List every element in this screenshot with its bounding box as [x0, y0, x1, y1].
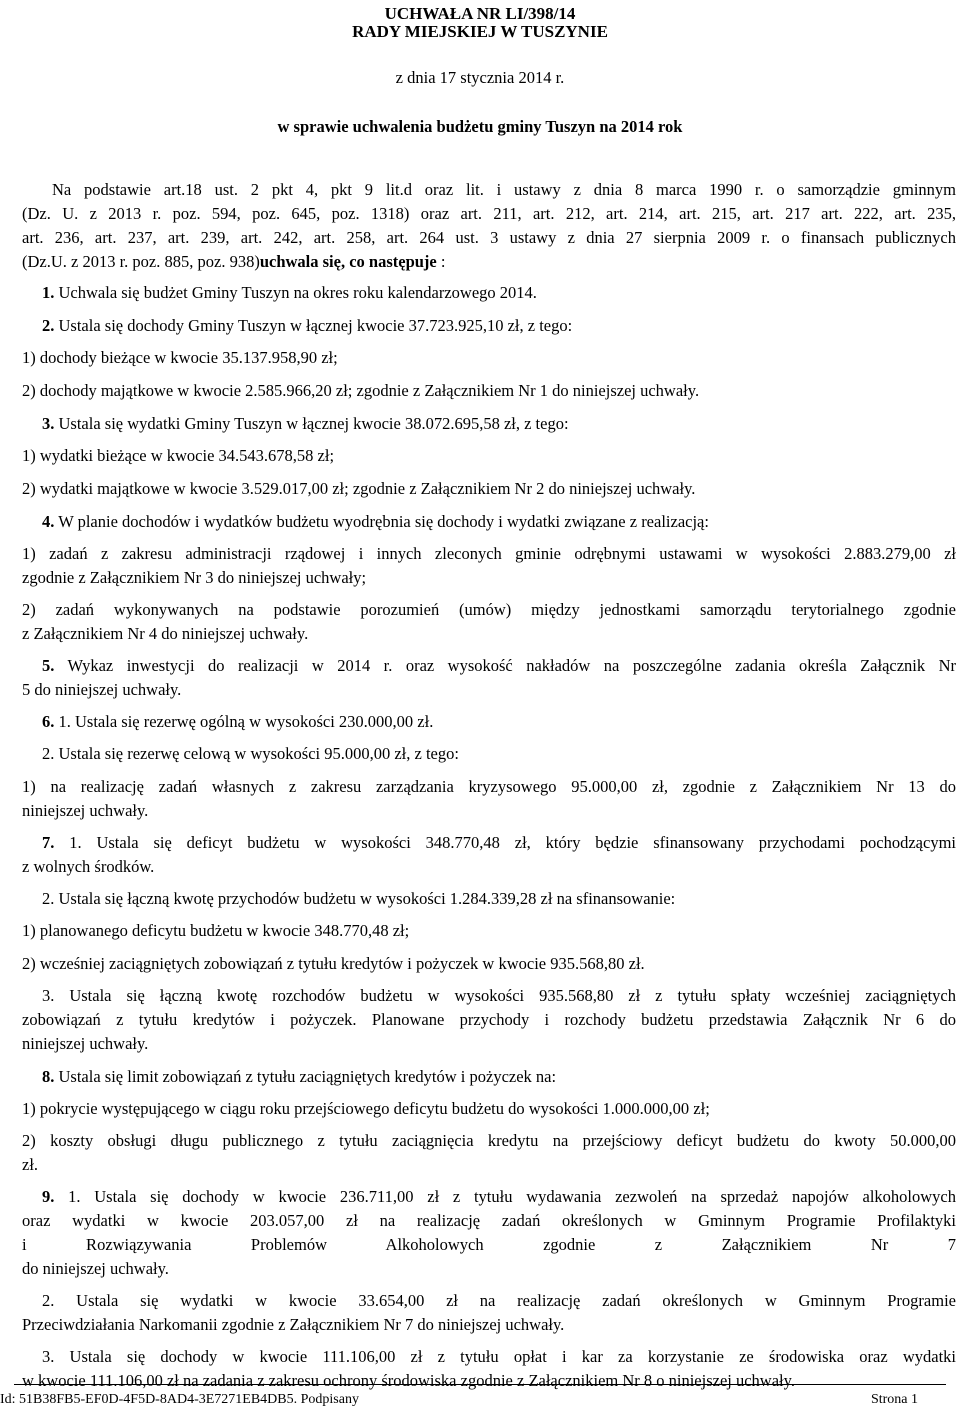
preamble-line: (Dz. U. z 2013 r. poz. 594, poz. 645, poz. 1318) oraz art. 211, art. 212, art. 214, art. 215, art. 217 art. 222, art. 235, [22, 204, 956, 223]
preamble-line: Na podstawie art.18 ust. 2 pkt 4, pkt 9 lit.d oraz lit. i ustawy z dnia 8 marca 1990 r. o samorządzie gminnym [52, 180, 956, 199]
page-number: Strona 1 [870, 1392, 918, 1407]
section-text: Ustala się dochody Gminy Tuszyn w łącznej kwocie 37.723.925,10 zł, z tego: [54, 316, 573, 335]
paragraph-continuation: zobowiązań z tytułu kredytów i pożyczek. Planowane przychody i rozchody budżetu przedstawia Załącznik Nr 6 do [22, 1010, 956, 1029]
section-number: 3. [42, 414, 55, 433]
list-item-continuation: niniejszej uchwały. [22, 801, 149, 820]
resolution-subject: w sprawie uchwalenia budżetu gminy Tuszyn na 2014 rok [277, 117, 683, 136]
list-item: 2) koszty obsługi długu publicznego z tytułu zaciągnięcia kredytu na przejściowy deficyt budżetu do kwoty 50.000,00 [22, 1131, 956, 1150]
list-item: 1) planowanego deficytu budżetu w kwocie 348.770,48 zł; [22, 921, 410, 940]
paragraph: 3. Ustala się dochody w kwocie 111.106,00 zł z tytułu opłat i kar za korzystanie ze środowiska oraz wydatki [42, 1347, 956, 1366]
preamble-line [22, 252, 956, 272]
list-item: 1) zadań z zakresu administracji rządowej i innych zleconych gminie odrębnymi ustawami w wysokości 2.883.279,00 zł [22, 544, 956, 563]
section-number: 7. [42, 833, 55, 852]
resolution-date: z dnia 17 stycznia 2014 r. [395, 68, 565, 87]
section-text: Ustala się wydatki Gminy Tuszyn w łącznej kwocie 38.072.695,58 zł, z tego: [54, 414, 569, 433]
list-item-continuation: z Załącznikiem Nr 4 do niniejszej uchwały. [22, 624, 309, 643]
section-4 [42, 512, 956, 532]
section-text: 1. Ustala się deficyt budżetu w wysokości 348.770,48 zł, który będzie sfinansowany przychodami pochodzącymi [54, 833, 956, 852]
paragraph-continuation: niniejszej uchwały. [22, 1034, 149, 1053]
section-2 [42, 316, 956, 336]
section-continuation: do niniejszej uchwały. [22, 1259, 169, 1278]
section-number: 2. [42, 316, 55, 335]
list-item: 1) na realizację zadań własnych z zakresu zarządzania kryzysowego 95.000,00 zł, zgodnie z Załącznikiem Nr 13 do [22, 777, 956, 796]
section-7 [42, 833, 956, 853]
list-item: 2) wydatki majątkowe w kwocie 3.529.017,00 zł; zgodnie z Załącznikiem Nr 2 do niniejszej uchwały. [22, 479, 696, 498]
list-item: 1) dochody bieżące w kwocie 35.137.958,90 zł; [22, 348, 338, 367]
paragraph: 3. Ustala się łączną kwotę rozchodów budżetu w wysokości 935.568,80 zł z tytułu spłaty wcześniej zaciągniętych [42, 986, 956, 1005]
preamble-line: art. 236, art. 237, art. 239, art. 242, art. 258, art. 264 ust. 3 ustawy z dnia 27 sierpnia 2009 r. o finansach publicznych [22, 228, 956, 247]
list-item: 2) wcześniej zaciągniętych zobowiązań z tytułu kredytów i pożyczek w kwocie 935.568,80 zł. [22, 954, 645, 973]
section-continuation: oraz wydatki w kwocie 203.057,00 zł na realizację zadań określonych w Gminnym Programie Profilaktyki [22, 1211, 956, 1230]
paragraph-continuation: Przeciwdziałania Narkomanii zgodnie z Załącznikiem Nr 7 do niniejszej uchwały. [22, 1315, 565, 1334]
section-8 [42, 1067, 956, 1087]
list-item-continuation: zgodnie z Załącznikiem Nr 3 do niniejszej uchwały; [22, 568, 367, 587]
section-text: Uchwala się budżet Gminy Tuszyn na okres roku kalendarzowego 2014. [54, 283, 537, 302]
section-1 [42, 283, 956, 303]
section-text: W planie dochodów i wydatków budżetu wyodrębnia się dochody i wydatki związane z realizacją: [54, 512, 709, 531]
section-number: 1. [42, 283, 55, 302]
list-item: 1) pokrycie występującego w ciągu roku przejściowego deficytu budżetu do wysokości 1.000.000,00 zł; [22, 1099, 710, 1118]
list-item: 2) zadań wykonywanych na podstawie porozumień (umów) między jednostkami samorządu terytorialnego zgodnie [22, 600, 956, 619]
section-continuation: i Rozwiązywania Problemów Alkoholowych zgodnie z Załącznikiem Nr 7 [22, 1235, 956, 1254]
section-text: Ustala się limit zobowiązań z tytułu zaciągniętych kredytów i pożyczek na: [54, 1067, 557, 1086]
section-text: 1. Ustala się rezerwę ogólną w wysokości 230.000,00 zł. [54, 712, 434, 731]
paragraph: 2. Ustala się rezerwę celową w wysokości 95.000,00 zł, z tego: [42, 744, 459, 763]
preamble-colon: : [436, 252, 446, 271]
paragraph: 2. Ustala się łączną kwotę przychodów budżetu w wysokości 1.284.339,28 zł na sfinansowanie: [42, 889, 676, 908]
section-number: 5. [42, 656, 55, 675]
section-number: 8. [42, 1067, 55, 1086]
section-continuation: z wolnych środków. [22, 857, 155, 876]
section-number: 9. [42, 1187, 55, 1206]
resolution-number: UCHWAŁA NR LI/398/14 [384, 4, 576, 23]
list-item: 2) dochody majątkowe w kwocie 2.585.966,20 zł; zgodnie z Załącznikiem Nr 1 do niniejszej uchwały. [22, 381, 700, 400]
preamble-enacting-clause: uchwala się, co następuje [259, 252, 437, 271]
council-name: RADY MIEJSKIEJ W TUSZYNIE [352, 22, 608, 41]
list-item-continuation: zł. [22, 1155, 39, 1174]
section-9 [42, 1187, 956, 1207]
section-6 [42, 712, 956, 732]
preamble-citation: (Dz.U. z 2013 r. poz. 885, poz. 938) [22, 252, 260, 271]
document-id: Id: 51B38FB5-EF0D-4F5D-8AD4-3E7271EB4DB5. Podpisany [0, 1392, 359, 1407]
section-continuation: 5 do niniejszej uchwały. [22, 680, 182, 699]
section-text: Wykaz inwestycji do realizacji w 2014 r. oraz wysokość nakładów na poszczególne zadania określa Załącznik Nr [54, 656, 956, 675]
section-number: 6. [42, 712, 55, 731]
section-5 [42, 656, 956, 676]
paragraph: 2. Ustala się wydatki w kwocie 33.654,00 zł na realizację zadań określonych w Gminnym Programie [42, 1291, 956, 1310]
section-text: 1. Ustala się dochody w kwocie 236.711,00 zł z tytułu wydawania zezwoleń na sprzedaż napojów alkoholowych [54, 1187, 956, 1206]
list-item: 1) wydatki bieżące w kwocie 34.543.678,58 zł; [22, 446, 335, 465]
paragraph-continuation: w kwocie 111.106,00 zł na zadania z zakresu ochrony środowiska zgodnie z Załącznikiem Nr 8 o niniejszej uchwały. [22, 1371, 795, 1390]
section-3 [42, 414, 956, 434]
section-number: 4. [42, 512, 55, 531]
footer-divider [14, 1384, 946, 1385]
